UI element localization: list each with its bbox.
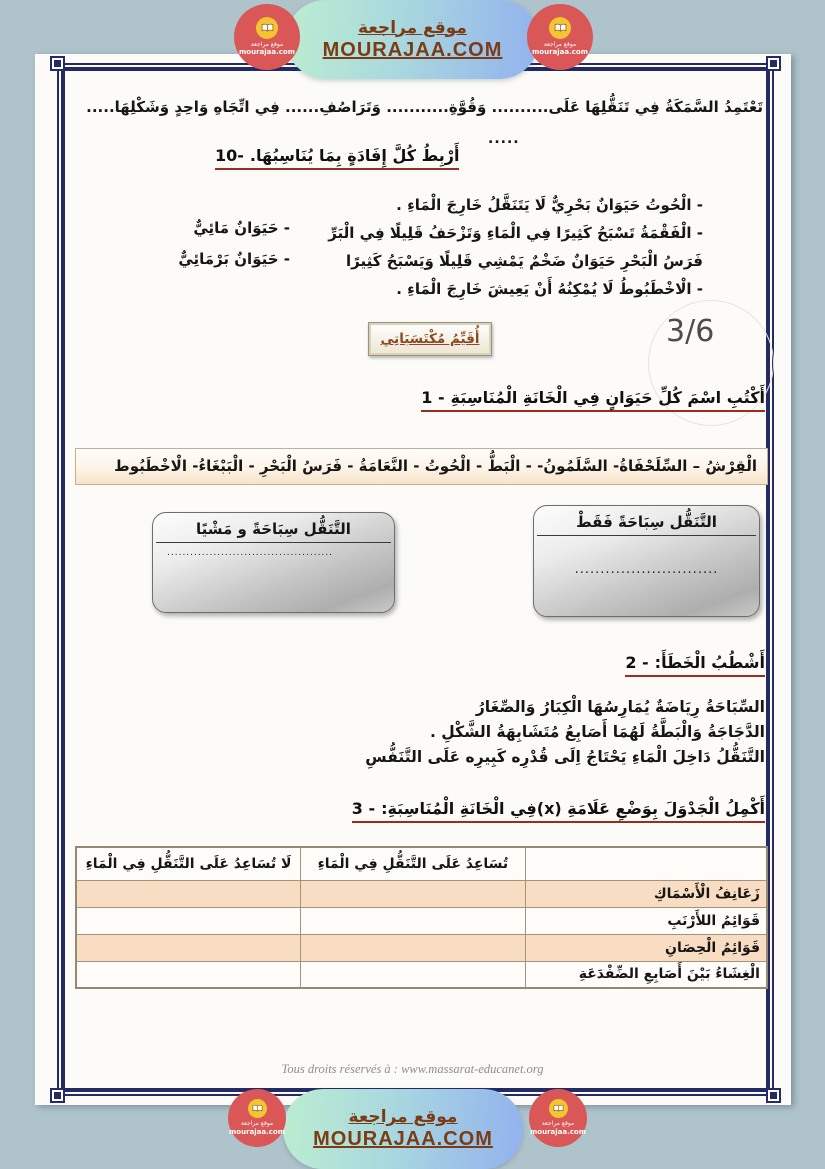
question-title: أَكْتُبِ اسْمَ كُلِّ حَيَوَانٍ فِي الْخَانَةِ الْمُنَاسِبَةِ	[450, 388, 765, 407]
answer-dots-field[interactable]: ...........................................	[167, 548, 334, 558]
question-1-heading	[421, 388, 765, 412]
table-header-row	[76, 847, 767, 880]
answer-box-title: التَّنَقُّل سِبَاحَةً فَقَطْ	[537, 506, 756, 536]
logo-domain: mourajaa.com	[228, 1127, 286, 1136]
top-banner	[286, 0, 539, 79]
question-number: 2 -	[625, 653, 649, 672]
sentence-line: التَّنَقُّلُ دَاخِلَ الْمَاءِ يَحْتَاجُ اِلَى قُدْرِه كَبِيرِه عَلَى التَّنَفُّسِ	[365, 748, 765, 766]
book-icon	[248, 1099, 267, 1118]
assessment-badge-label: أُقَيِّمُ مُكْتَسَبَاتِي	[380, 331, 480, 347]
sentence-line: السِّبَاحَةُ رِيَاضَةٌ يُمَارِسُهَا الْكِبَارُ وَالصِّغَارُ	[475, 698, 765, 716]
table-header-empty	[525, 847, 767, 880]
answer-box-swim-only	[533, 505, 760, 617]
row-label: قَوَائِمُ الْحِصَانِ	[525, 934, 767, 961]
table-row	[76, 961, 767, 988]
answer-cell-not-helps[interactable]	[76, 907, 301, 934]
statement-line: فَرَسُ الْبَحْرِ حَيَوَانٌ ضَخْمٌ يَمْشِي قَلِيلًا وَيَسْبَحُ كَثِيرًا	[346, 252, 703, 270]
statement-line: - الْاخْطَبُوطُ لَا يُمْكِنُهُ أَنْ يَعِيشَ خَارِجَ الْمَاءِ .	[396, 280, 703, 298]
question-10-heading	[215, 146, 459, 170]
question-title: أَكْمِلُ الْجَدْوَلَ بِوَضْعِ عَلَامَةِ (x)فِي الْخَانَةِ الْمُنَاسِبَةِ:	[381, 799, 765, 818]
frame-corner-ornament	[766, 56, 781, 71]
bottom-banner	[283, 1089, 523, 1169]
question-title: أَشْطُبُ الْخَطَأَ:	[654, 653, 765, 672]
logo-title: موقع مراجعة	[240, 1120, 274, 1128]
row-label: زَعَانِفُ الْأَسْمَاكِ	[525, 880, 767, 907]
option-amphibian-animal: - حَيَوَانٌ بَرْمَائِيٌّ	[178, 250, 290, 268]
question-10-statements	[296, 191, 703, 303]
frame-corner-ornament	[50, 1088, 65, 1103]
book-icon	[256, 17, 278, 39]
mourajaa-logo	[234, 4, 300, 70]
assessment-badge	[368, 322, 492, 356]
answer-cell-not-helps[interactable]	[76, 961, 301, 988]
answer-box-title: التَّنَقُّل سِبَاحَةً و مَشْيًا	[156, 513, 391, 543]
animal-word-bank: الْقِرْشُ – السِّلَحْفَاةُ- السَّلَمُونُ- - الْبَطُّ - الْحُوتُ - النَّعَامَةُ - فَرَسُ الْبَحْرِ - الْبَبْغَاءُ- الْاخْطَبُوط	[75, 448, 768, 485]
mourajaa-logo	[529, 1089, 587, 1147]
question-3-heading	[352, 799, 765, 823]
table-header-not-helps: لَا تُسَاعِدُ عَلَى التَّنَقُّلِ فِي الْمَاءِ	[76, 847, 301, 880]
book-icon	[549, 17, 571, 39]
answer-box-swim-and-walk	[152, 512, 395, 613]
site-url-link[interactable]: MOURAJAA.COM	[313, 1128, 493, 1150]
table-row	[76, 934, 767, 961]
mourajaa-logo	[527, 4, 593, 70]
sentence-line: الدَّجَاجَةُ وَالْبَطَّةُ لَهُمَا أَصَابِعُ مُتَشَابِهَةُ الشَّكْلِ .	[429, 723, 765, 741]
answer-cell-helps[interactable]	[301, 961, 526, 988]
question-10-options	[118, 213, 290, 275]
logo-domain: mourajaa.com	[529, 1127, 587, 1136]
fill-in-continuation-dots: .....	[488, 131, 520, 147]
answer-cell-not-helps[interactable]	[76, 880, 301, 907]
statement-line: - الْحُوتُ حَيَوَانٌ بَحْرِيٌّ لَا يَتَنَقَّلُ خَارِجَ الْمَاءِ .	[396, 196, 703, 214]
table-header-helps: تُسَاعِدُ عَلَى التَّنَقُّلِ فِي الْمَاءِ	[301, 847, 526, 880]
book-icon	[549, 1099, 568, 1118]
answer-cell-helps[interactable]	[301, 907, 526, 934]
row-label: قَوَائِمُ اللأَرْنَبِ	[525, 907, 767, 934]
question-number: 1 -	[421, 388, 445, 407]
logo-domain: mourajaa.com	[531, 48, 589, 57]
frame-corner-ornament	[50, 56, 65, 71]
page-number: 3/6	[666, 314, 715, 349]
frame-corner-ornament	[766, 1088, 781, 1103]
question-3-table	[75, 846, 768, 989]
question-2-heading	[625, 653, 765, 677]
logo-domain: mourajaa.com	[238, 48, 296, 57]
table-row	[76, 907, 767, 934]
option-aquatic-animal: - حَيَوَانٌ مَائِيٌّ	[193, 219, 290, 237]
question-title: أَرْبِطُ كُلَّ إِفَادَةٍ بِمَا يُنَاسِبُهَا.	[249, 146, 460, 165]
answer-cell-helps[interactable]	[301, 880, 526, 907]
logo-title: موقع مراجعة	[250, 40, 284, 48]
copyright-note: Tous droits réservés à : www.massarat-educanet.org	[281, 1062, 544, 1076]
row-label: الْغِشَاءُ بَيْنَ أَصَابِعِ الضِّفْدَعَةِ	[525, 961, 767, 988]
question-number: 3 -	[351, 799, 376, 818]
mourajaa-logo	[228, 1089, 286, 1147]
site-name-arabic-link[interactable]: موقع مراجعة	[358, 17, 467, 38]
fill-in-sentence: تَعْتَمِدُ السَّمَكَةُ فِي تَنَقُّلِهَا عَلَى.......... وَقُوَّةِ........... وَتَرَاصُفِ...... فِي اتِّجَاهِ وَاحِدٍ وَشَكْلِهَا.....	[86, 98, 763, 116]
site-name-arabic-link[interactable]: موقع مراجعة	[348, 1107, 458, 1127]
statement-line: - الْفَقْمَةُ تَسْبَحُ كَثِيرًا فِي الْمَاءِ وَتَزْحَفُ قَلِيلًا فِي الْبَرِّ	[328, 224, 703, 242]
logo-title: موقع مراجعة	[543, 40, 577, 48]
table-row	[76, 880, 767, 907]
answer-cell-not-helps[interactable]	[76, 934, 301, 961]
question-2-sentences	[365, 695, 765, 770]
answer-cell-helps[interactable]	[301, 934, 526, 961]
site-url-link[interactable]: MOURAJAA.COM	[322, 38, 503, 61]
question-number: 10-	[215, 146, 244, 165]
answer-dots-field[interactable]: ............................	[574, 562, 719, 577]
logo-title: موقع مراجعة	[541, 1120, 575, 1128]
